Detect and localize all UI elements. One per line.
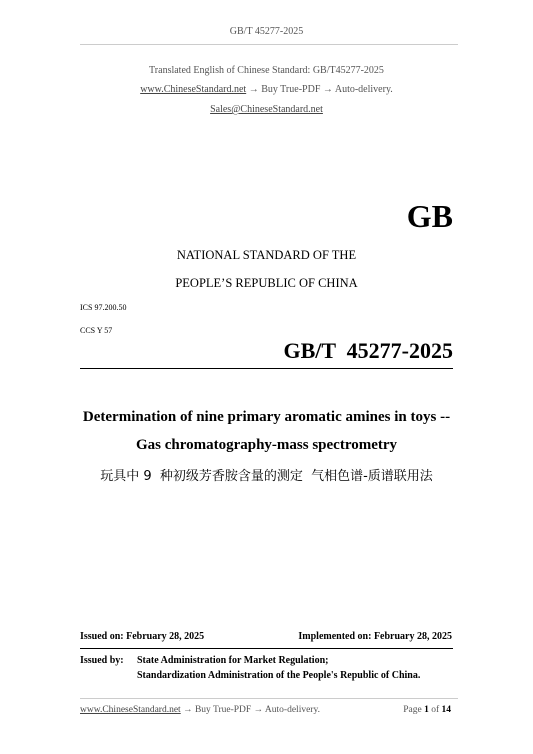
email-line bbox=[0, 104, 533, 115]
gb-mark: GB bbox=[406, 198, 453, 234]
implemented-on: Implemented on: February 28, 2025 bbox=[298, 631, 452, 642]
arrow-right-icon: → bbox=[322, 84, 333, 95]
page-total: 14 bbox=[441, 705, 451, 715]
national-standard-line1: NATIONAL STANDARD OF THE bbox=[176, 248, 357, 262]
issued-on: Issued on: February 28, 2025 bbox=[80, 631, 205, 642]
translation-notice: Translated English of Chinese Standard: GB/T45277-2025 bbox=[149, 65, 384, 76]
issued-by-label: Issued by: bbox=[80, 655, 124, 666]
ccs-code: CCS Y 57 bbox=[80, 326, 113, 335]
national-standard-line2: PEOPLE’S REPUBLIC OF CHINA bbox=[175, 276, 358, 290]
page-indicator bbox=[403, 705, 451, 715]
footer-site-link[interactable]: www.ChineseStandard.net bbox=[80, 705, 181, 715]
standard-number: GB/T 45277-2025 bbox=[283, 338, 453, 363]
arrow-right-icon: → bbox=[183, 705, 193, 715]
page-number: 1 bbox=[424, 705, 429, 715]
issuer-line2: Standardization Administration of the People's Republic of China. bbox=[137, 670, 421, 681]
of-word: of bbox=[431, 705, 440, 715]
header-rule bbox=[80, 44, 458, 45]
footer-buy-text: Buy True-PDF bbox=[194, 705, 252, 715]
title-rule bbox=[80, 368, 453, 369]
footer-purchase-line bbox=[80, 705, 320, 715]
buy-text: Buy True-PDF bbox=[261, 84, 321, 95]
running-header: GB/T 45277-2025 bbox=[229, 26, 304, 37]
title-line2: Gas chromatography-mass spectrometry bbox=[135, 437, 398, 453]
dates-rule bbox=[80, 648, 453, 649]
footer-rule bbox=[80, 698, 458, 699]
footer-delivery-text: Auto-delivery. bbox=[264, 705, 320, 715]
delivery-text: Auto-delivery. bbox=[334, 84, 393, 95]
site-link[interactable]: www.ChineseStandard.net bbox=[140, 84, 247, 95]
title-line1: Determination of nine primary aromatic amines in toys -- bbox=[82, 409, 451, 425]
arrow-right-icon: → bbox=[253, 705, 264, 715]
page-word: Page bbox=[403, 705, 422, 715]
purchase-line bbox=[0, 84, 533, 95]
title-chinese: 玩具中 9 种初级芳香胺含量的测定 气相色谱-质谱联用法 bbox=[100, 469, 433, 484]
arrow-right-icon: → bbox=[248, 84, 259, 95]
email-link[interactable]: Sales@ChineseStandard.net bbox=[210, 104, 323, 115]
ics-code: ICS 97.200.50 bbox=[80, 303, 127, 312]
issuer-line1: State Administration for Market Regulation; bbox=[137, 655, 329, 666]
